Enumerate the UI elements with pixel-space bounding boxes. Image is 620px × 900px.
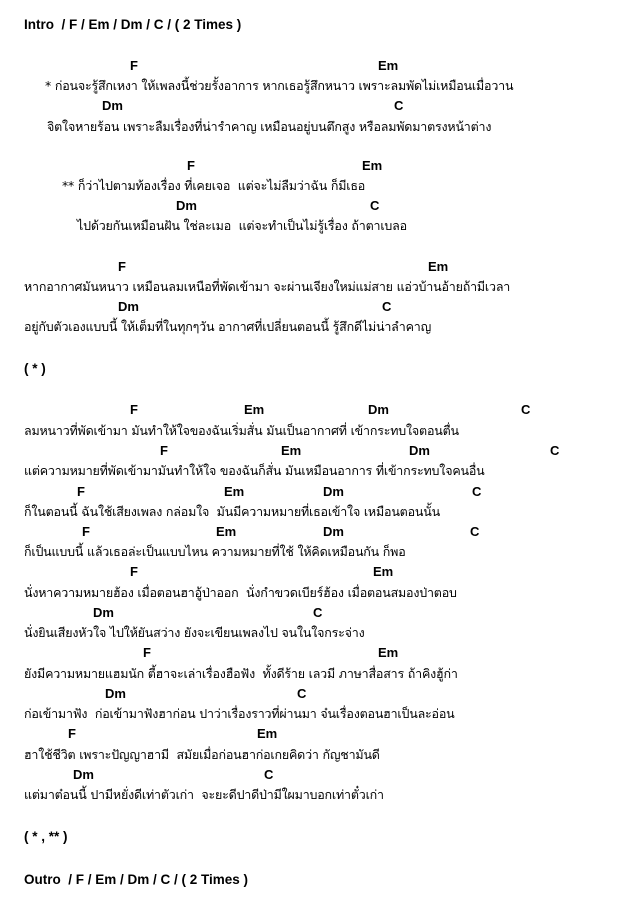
section-label: ( * ) [24, 361, 46, 376]
lyric-line: ลมหนาวที่พัดเข้ามา มันทำให้ใจของฉันเริ่มสั่น มันเป็นอากาศที่ เข้ากระทบใจตอนตื่น [24, 423, 459, 438]
chord-f: F [130, 58, 138, 73]
lyric-line: ** ก็ว่าไปตามท้องเรื่อง ที่เคยเจอ แต่จะไม่ลืมว่าฉัน ก็มีเธอ [62, 178, 366, 193]
lyric-line: แต่มาต๋อนนี้ ปามีหยั่งดีเท่าตัวเก่า จะยะดีปาดีป่ามีใผมาบอกเท่าตั๋วเก่า [24, 787, 384, 802]
chord-dm: Dm [118, 299, 139, 314]
chord-f: F [118, 259, 126, 274]
lyric-line: ก็ในตอนนี้ ฉันใช้เสียงเพลง กล่อมใจ มันมีความหมายที่เธอเข้าใจ เหมือนตอนนั้น [24, 504, 440, 519]
section-label: ( * , ** ) [24, 829, 68, 844]
chord-dm: Dm [102, 98, 123, 113]
chord-em: Em [257, 726, 278, 741]
lyric-line: หากอากาศมันหนาว เหมือนลมเหนือที่พัดเข้ามา จะผ่านเจียงใหม่แม่สาย แอ่วบ้านอ้ายถ้ามีเวลา [24, 279, 511, 294]
chord-c: C [521, 402, 531, 417]
chord-c: C [550, 443, 560, 458]
chord-em: Em [373, 564, 394, 579]
chord-c: C [382, 299, 392, 314]
chord-c: C [470, 524, 480, 539]
chord-f: F [187, 158, 195, 173]
lyric-line: ก่อเข้ามาฟัง ก่อเข้ามาฟังฮาก่อน ปาว่าเรื่องราวที่ผ่านมา จ๋นเรื่องตอนฮาเป็นละอ่อน [24, 706, 455, 721]
chord-c: C [394, 98, 404, 113]
chord-em: Em [428, 259, 449, 274]
chord-dm: Dm [409, 443, 430, 458]
lyric-line: ฮาใช้ชีวิต เพราะปัญญาฮามี สมัยเมื่อก่อนฮาก่อเกยคิดว่า กัญชามันดี [24, 747, 380, 762]
chord-f: F [77, 484, 85, 499]
chord-c: C [313, 605, 323, 620]
chord-c: C [370, 198, 380, 213]
lyric-line: ยังมีความหมายแฮมนัก ตี้ฮาจะเล่าเรื่องฮือฟัง ทั้งดีร้าย เลวมี ภาษาสื่อสาร ถ้าคิงฮู้ก่า [24, 666, 458, 681]
chord-em: Em [378, 645, 399, 660]
lyric-line: * ก่อนจะรู้สึกเหงา ให้เพลงนี้ช่วยรั้งอาการ หากเธอรู้สึกหนาว เพราะลมพัดไม่เหมือนเมื่อวาน [45, 78, 514, 93]
chord-dm: Dm [368, 402, 389, 417]
chord-em: Em [216, 524, 237, 539]
chord-c: C [264, 767, 274, 782]
chord-f: F [82, 524, 90, 539]
chord-c: C [297, 686, 307, 701]
section-label: Intro / F / Em / Dm / C / ( 2 Times ) [24, 17, 242, 32]
lyric-line: อยู่กับตัวเองแบบนี้ ให้เต็มที่ในทุกๆวัน อากาศที่เปลี่ยนตอนนี้ รู้สึกดีไม่น่าลำคาญ [24, 319, 432, 334]
chord-dm: Dm [73, 767, 94, 782]
chord-f: F [130, 402, 138, 417]
chord-dm: Dm [323, 484, 344, 499]
chord-f: F [130, 564, 138, 579]
chord-c: C [472, 484, 482, 499]
chord-dm: Dm [176, 198, 197, 213]
lyric-line: จิตใจหายร้อน เพราะลืมเรื่องที่น่ารำคาญ เหมือนอยู่บนตึกสูง หรือลมพัดมาตรงหน้าต่าง [47, 119, 492, 134]
chord-em: Em [362, 158, 383, 173]
lyric-line: ไปด้วยกันเหมือนฝัน ใช่ละเมอ แต่จะทำเป็นไม่รู้เรื่อง ถ้าตาเบลอ [77, 218, 407, 233]
chord-dm: Dm [323, 524, 344, 539]
chord-f: F [160, 443, 168, 458]
chord-em: Em [244, 402, 265, 417]
chord-f: F [143, 645, 151, 660]
lyric-line: ก็เป็นแบบนี้ แล้วเธอล่ะเป็นแบบไหน ความหมายที่ใช้ ให้คิดเหมือนกัน ก็พอ [24, 544, 406, 559]
chord-dm: Dm [105, 686, 126, 701]
chord-em: Em [378, 58, 399, 73]
chord-em: Em [224, 484, 245, 499]
section-label: Outro / F / Em / Dm / C / ( 2 Times ) [24, 872, 249, 887]
chord-f: F [68, 726, 76, 741]
chord-em: Em [281, 443, 302, 458]
lyric-line: แต่ความหมายที่พัดเข้ามามันทำให้ใจ ของฉันก็สั่น มันเหมือนอาการ ที่เข้ากระทบใจคนอื่น [24, 463, 485, 478]
chord-dm: Dm [93, 605, 114, 620]
lyric-line: นั่งยินเสียงหัวใจ ไปให้ยันสว่าง ยังจะเขียนเพลงไป จนในใจกระจ่าง [24, 625, 365, 640]
lyric-line: นั่งหาความหมายฮ้อง เมื่อตอนฮาอู้ป่าออก นั่งกำขวดเบียร์ฮ้อง เมื่อตอนสมองป่าตอบ [24, 585, 457, 600]
